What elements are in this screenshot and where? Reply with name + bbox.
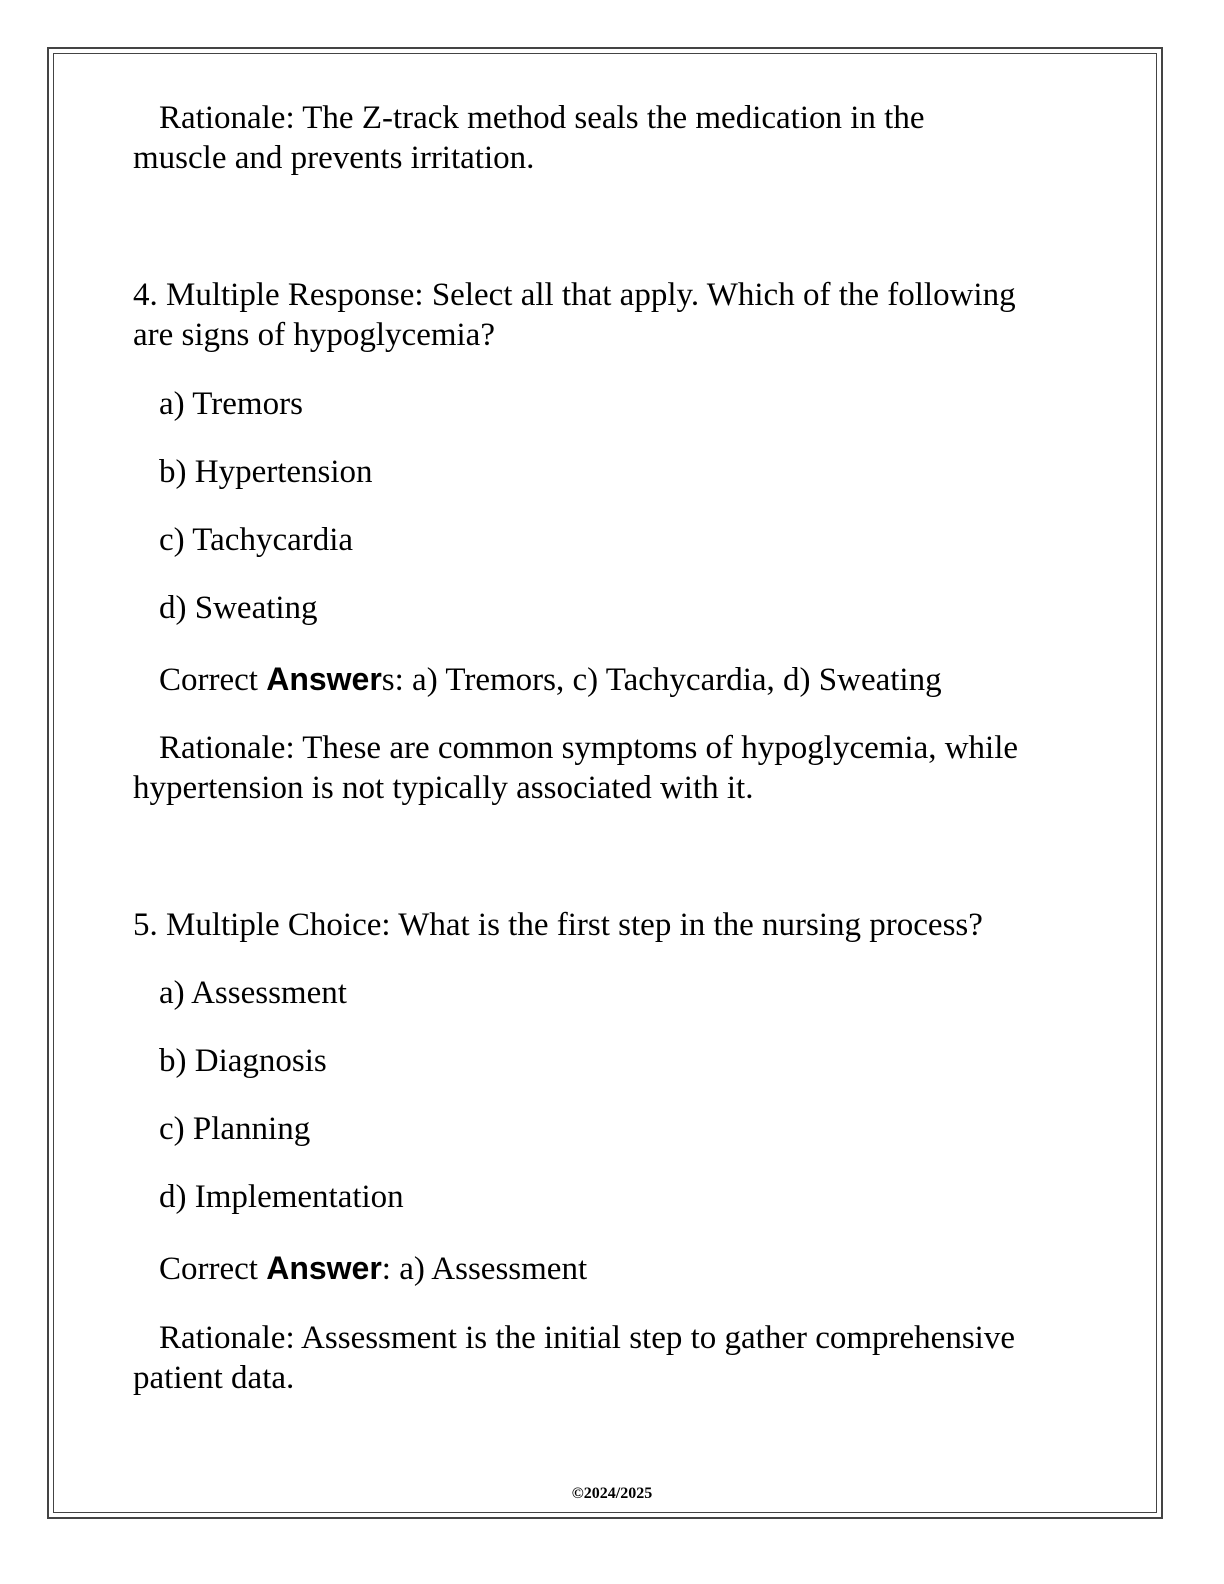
question-5-option-a: a) Assessment bbox=[159, 975, 347, 1011]
question-5-option-c: c) Planning bbox=[159, 1111, 311, 1147]
rationale-3-line-2: muscle and prevents irritation. bbox=[133, 140, 535, 176]
question-5-rationale-line-2: patient data. bbox=[133, 1360, 295, 1396]
question-5-option-d: d) Implementation bbox=[159, 1179, 404, 1215]
question-4-line-2: are signs of hypoglycemia? bbox=[133, 317, 495, 353]
question-5-rationale-line-1: Rationale: Assessment is the initial step to gather comprehensive bbox=[159, 1320, 1015, 1356]
question-4-option-c: c) Tachycardia bbox=[159, 522, 354, 558]
question-5-option-b: b) Diagnosis bbox=[159, 1043, 327, 1079]
footer-copyright: ©2024/2025 bbox=[571, 1485, 653, 1502]
question-5-line-1: 5. Multiple Choice: What is the first step in the nursing process? bbox=[133, 907, 983, 943]
answer-suffix: s: a) Tremors, c) Tachycardia, d) Sweating bbox=[381, 662, 942, 698]
answer-word: Answer bbox=[266, 1250, 382, 1286]
answer-word: Answer bbox=[266, 661, 382, 697]
answer-suffix: : a) Assessment bbox=[381, 1251, 588, 1287]
question-4-option-a: a) Tremors bbox=[159, 386, 303, 422]
question-4-rationale-line-1: Rationale: These are common symptoms of hypoglycemia, while bbox=[159, 730, 1019, 766]
question-4-option-d: d) Sweating bbox=[159, 590, 318, 626]
question-4-correct-answer bbox=[159, 659, 1109, 700]
question-4-option-b: b) Hypertension bbox=[159, 454, 373, 490]
answer-prefix: Correct bbox=[159, 662, 267, 698]
question-4-line-1: 4. Multiple Response: Select all that apply. Which of the following bbox=[133, 277, 1016, 313]
question-4-rationale-line-2: hypertension is not typically associated with it. bbox=[133, 770, 754, 806]
rationale-3-line-1: Rationale: The Z-track method seals the medication in the bbox=[159, 100, 925, 136]
question-5-correct-answer bbox=[159, 1248, 1109, 1289]
answer-prefix: Correct bbox=[159, 1251, 267, 1287]
